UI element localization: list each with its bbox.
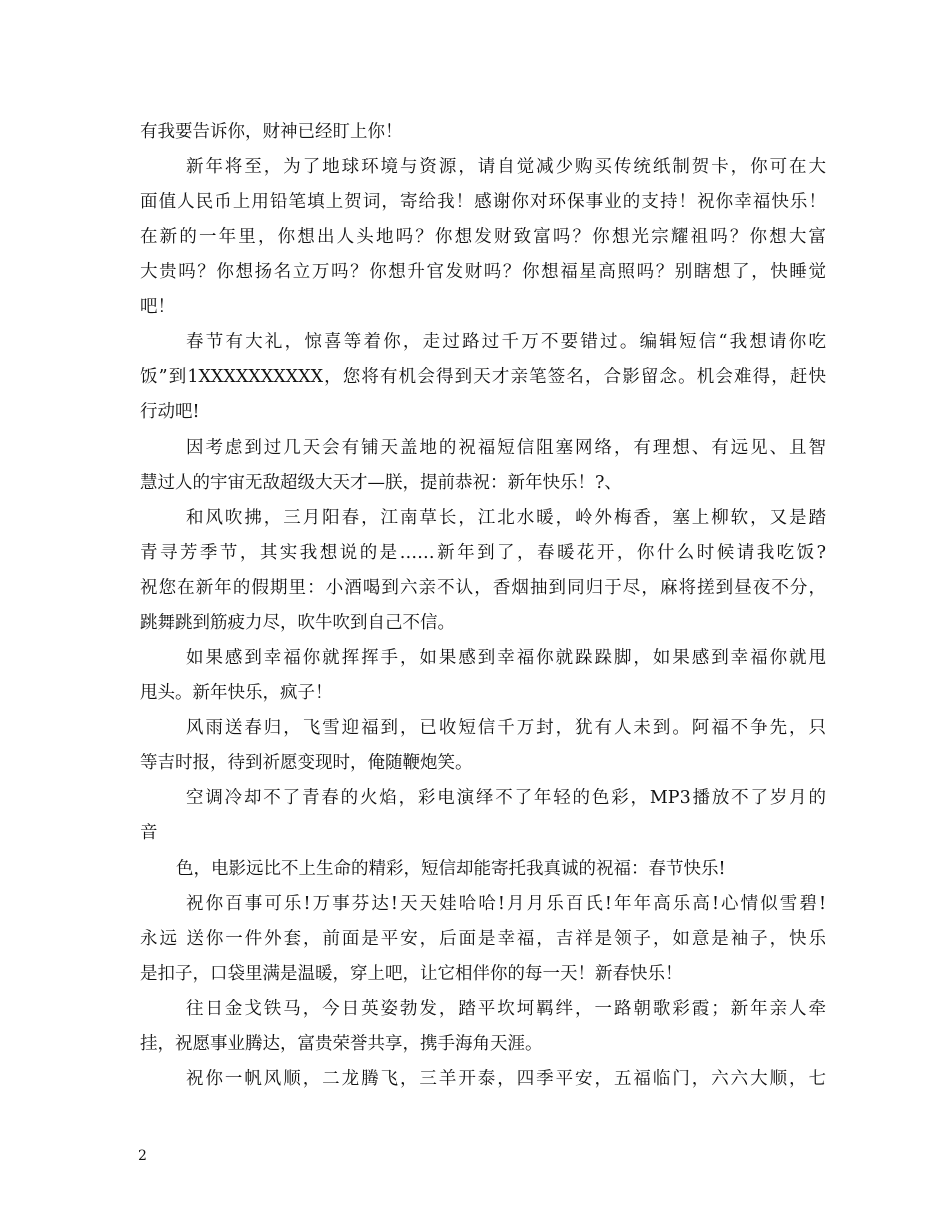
text-line: 有我要告诉你，财神已经盯上你！ [140,122,403,142]
text-line: 跳舞跳到筋疲力尽，吹牛吹到自己不信。 [140,613,455,633]
paragraph-first-line: 祝你百事可乐!万事芬达!天天娃哈哈!月月乐百氏!年年高乐高!心情似雪碧! [186,894,826,914]
text-line: 吧！ [140,297,175,317]
text-line: 青寻芳季节，其实我想说的是……新年到了，春暖花开，你什么时候请我吃饭? [140,543,826,563]
text-line: 祝您在新年的假期里：小酒喝到六亲不认，香烟抽到同归于尽，麻将搓到昼夜不分， [140,578,826,598]
text-line: 慧过人的宇宙无敌超级大天才—朕，提前恭祝：新年快乐！?、 [140,473,622,493]
text-line: 面值人民币上用铅笔填上贺词，寄给我！感谢你对环保事业的支持！祝你幸福快乐！ [140,192,826,212]
text-line: 永远 送你一件外套，前面是平安，后面是幸福，吉祥是领子，如意是袖子，快乐 [140,929,826,949]
paragraph-first-line: 因考虑到过几天会有铺天盖地的祝福短信阻塞网络，有理想、有远见、且智 [186,438,826,458]
text-line: 是扣子，口袋里满是温暖，穿上吧，让它相伴你的每一天！新春快乐！ [140,964,683,984]
paragraph-first-line: 风雨送春归，飞雪迎福到，已收短信千万封，犹有人未到。阿福不争先，只 [186,718,826,738]
paragraph-first-line: 如果感到幸福你就挥挥手，如果感到幸福你就跺跺脚，如果感到幸福你就甩 [186,648,826,668]
paragraph-first-line: 往日金戈铁马，今日英姿勃发，踏平坎坷羁绊，一路朝歌彩霞；新年亲人牵 [186,999,826,1019]
paragraph-first-line: 祝你一帆风顺，二龙腾飞，三羊开泰，四季平安，五福临门，六六大顺，七 [186,1069,826,1089]
paragraph-first-line: 空调冷却不了青春的火焰，彩电演绎不了年轻的色彩，MP3播放不了岁月的 [186,788,826,808]
text-line: 音 [140,823,158,843]
text-line: 挂，祝愿事业腾达，富贵荣誉共享，携手海角天涯。 [140,1034,543,1054]
text-line: 色，电影远比不上生命的精彩，短信却能寄托我真诚的祝福：春节快乐! [176,859,726,879]
paragraph-first-line: 春节有大礼，惊喜等着你，走过路过千万不要错过。编辑短信“我想请你吃 [186,332,826,352]
text-line: 大贵吗？你想扬名立万吗？你想升官发财吗？你想福星高照吗？别瞎想了，快睡觉 [140,262,826,282]
paragraph-first-line: 新年将至，为了地球环境与资源，请自觉减少购买传统纸制贺卡，你可在大 [186,157,826,177]
paragraph-first-line: 和风吹拂，三月阳春，江南草长，江北水暖，岭外梅香，塞上柳软，又是踏 [186,508,826,528]
text-line: 行动吧! [140,402,200,422]
page-number: 2 [138,1148,147,1164]
text-line: 饭”到1XXXXXXXXXX，您将有机会得到天才亲笔签名，合影留念。机会难得，赶快 [140,367,826,387]
text-line: 等吉时报，待到祈愿变现时，俺随鞭炮笑。 [140,753,473,773]
text-line: 甩头。新年快乐，疯子！ [140,683,333,703]
text-line: 在新的一年里，你想出人头地吗？你想发财致富吗？你想光宗耀祖吗？你想大富 [140,227,826,247]
